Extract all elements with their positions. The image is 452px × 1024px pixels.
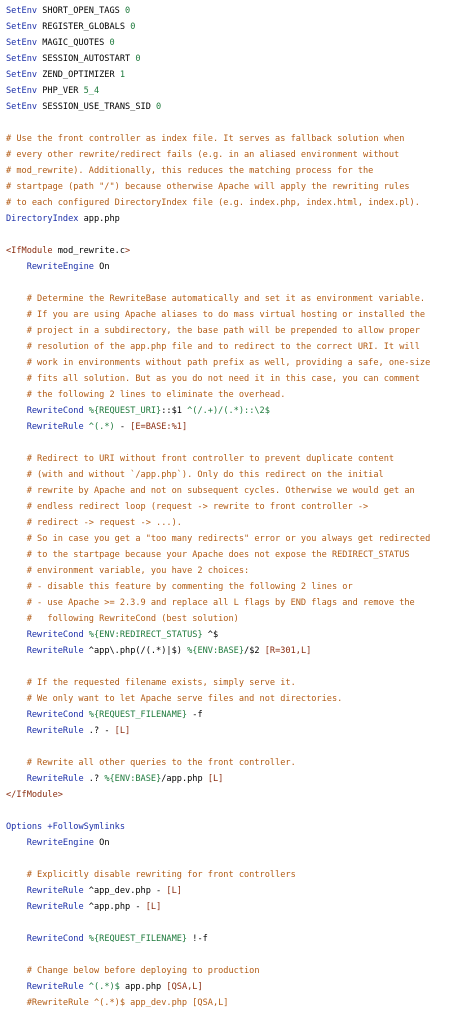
- code-line: [6, 451, 452, 467]
- code-token-kw: RewriteRule: [26, 646, 89, 656]
- code-line: [6, 371, 452, 387]
- code-token-plain: [6, 934, 27, 944]
- code-line: [6, 675, 452, 691]
- code-token-plain: [6, 982, 27, 992]
- code-line: [6, 643, 452, 659]
- code-token-plain: [6, 262, 27, 272]
- code-line: [6, 35, 452, 51]
- code-token-comment: # So in case you get a "too many redirects" error or you always get redirected: [6, 534, 431, 544]
- code-line: [6, 67, 452, 83]
- code-token-plain: ::$1: [161, 406, 188, 416]
- blank-line: [6, 739, 452, 755]
- code-line: [6, 995, 452, 1011]
- code-line: [6, 819, 452, 835]
- code-line: [6, 51, 452, 67]
- code-line: [6, 323, 452, 339]
- code-line: [6, 387, 452, 403]
- code-token-var: %{REQUEST_URI}: [88, 406, 162, 416]
- code-token-comment: # Explicitly disable rewriting for front controllers: [6, 870, 296, 880]
- code-token-comment: # fits all solution. But as you do not need it in this case, you can comment: [6, 374, 420, 384]
- code-token-comment: # redirect -> request -> ...).: [6, 518, 182, 528]
- code-token-kw: RewriteRule: [26, 886, 89, 896]
- code-token-regex: ^(.*): [88, 422, 120, 432]
- code-token-num: 0: [109, 38, 115, 48]
- code-token-plain: [6, 774, 27, 784]
- code-token-comment: # Use the front controller as index file. It serves as fallback solution when: [6, 134, 405, 144]
- code-token-comment: # the following 2 lines to eliminate the overhead.: [6, 390, 286, 400]
- code-token-kw: SetEnv: [6, 102, 43, 112]
- code-token-plain: -: [119, 422, 131, 432]
- code-token-plain: app.php: [83, 214, 120, 224]
- code-token-num: 5_4: [83, 86, 100, 96]
- code-token-comment: # environment variable, you have 2 choices:: [6, 566, 250, 576]
- code-line: [6, 899, 452, 915]
- code-token-comment: # Rewrite all other queries to the front controller.: [6, 758, 296, 768]
- code-token-comment: # - disable this feature by commenting the following 2 lines or: [6, 582, 353, 592]
- code-token-regex: ^(/.+)/(.*)::\2$: [187, 406, 270, 416]
- code-token-plain: ^app_dev.php -: [88, 886, 167, 896]
- code-token-kw: DirectoryIndex: [6, 214, 84, 224]
- code-token-plain: On: [99, 262, 110, 272]
- code-line: [6, 595, 452, 611]
- code-token-plain: .? -: [88, 726, 115, 736]
- code-token-flag: [L]: [207, 774, 224, 784]
- code-line: [6, 483, 452, 499]
- code-token-num: 0: [125, 6, 131, 16]
- code-token-comment: # Determine the RewriteBase automatically and set it as environment variable.: [6, 294, 426, 304]
- code-line: [6, 531, 452, 547]
- code-line: [6, 931, 452, 947]
- code-token-comment: # following RewriteCond (best solution): [6, 614, 239, 624]
- code-line: [6, 723, 452, 739]
- code-token-kw: SetEnv: [6, 54, 43, 64]
- code-token-flag: [L]: [166, 886, 182, 896]
- code-token-plain: [6, 630, 27, 640]
- code-token-tag: >: [125, 246, 131, 256]
- code-token-comment: # project in a subdirectory, the base path will be prepended to allow proper: [6, 326, 420, 336]
- code-line: [6, 307, 452, 323]
- code-token-flag: [E=BASE:%1]: [130, 422, 188, 432]
- code-token-var: %{ENV:BASE}: [104, 774, 162, 784]
- code-token-comment: # Change below before deploying to production: [6, 966, 260, 976]
- code-token-comment: # (with and without `/app.php`). Only do this redirect on the initial: [6, 470, 384, 480]
- code-line: [6, 771, 452, 787]
- code-line: [6, 499, 452, 515]
- code-token-comment: # work in environments without path prefix as well, providing a safe, one-size: [6, 358, 431, 368]
- code-line: [6, 883, 452, 899]
- code-line: [6, 563, 452, 579]
- code-line: [6, 867, 452, 883]
- code-line: [6, 355, 452, 371]
- code-line: [6, 787, 452, 803]
- code-token-plain: On: [99, 838, 110, 848]
- code-line: [6, 467, 452, 483]
- code-line: [6, 707, 452, 723]
- code-token-flag: [L]: [145, 902, 162, 912]
- code-token-plain: SESSION_USE_TRANS_SID: [42, 102, 157, 112]
- code-token-var: %{REQUEST_FILENAME}: [88, 934, 188, 944]
- code-token-comment: # We only want to let Apache serve files and not directories.: [6, 694, 343, 704]
- code-token-plain: REGISTER_GLOBALS: [42, 22, 131, 32]
- code-token-plain: SESSION_AUTOSTART: [42, 54, 136, 64]
- code-line: [6, 291, 452, 307]
- code-token-comment: # startpage (path "/") because otherwise Apache will apply the rewriting rules: [6, 182, 410, 192]
- code-line: [6, 211, 452, 227]
- code-line: [6, 243, 452, 259]
- code-token-comment: # Redirect to URI without front controller to prevent duplicate content: [6, 454, 395, 464]
- code-token-kw: RewriteRule: [26, 774, 89, 784]
- code-token-kw: SetEnv: [6, 86, 43, 96]
- code-token-comment: # resolution of the app.php file and to redirect to the correct URI. It will: [6, 342, 420, 352]
- code-line: [6, 195, 452, 211]
- code-token-comment: # every other rewrite/redirect fails (e.g. in an aliased environment without: [6, 150, 400, 160]
- code-token-kw: RewriteRule: [26, 902, 89, 912]
- code-token-kw: RewriteCond: [26, 934, 89, 944]
- code-token-plain: mod_rewrite.c: [57, 246, 126, 256]
- blank-line: [6, 227, 452, 243]
- code-token-plain: [6, 838, 27, 848]
- code-line: [6, 419, 452, 435]
- code-token-num: 0: [135, 54, 141, 64]
- code-token-plain: PHP_VER: [42, 86, 84, 96]
- code-token-kw: RewriteRule: [26, 982, 89, 992]
- code-line: [6, 131, 452, 147]
- code-token-tag: <IfModule: [6, 246, 58, 256]
- code-line: [6, 147, 452, 163]
- code-token-kw: RewriteRule: [26, 726, 89, 736]
- code-line: [6, 83, 452, 99]
- code-token-comment: # to the startpage because your Apache does not expose the REDIRECT_STATUS: [6, 550, 410, 560]
- code-token-flag: [R=301,L]: [264, 646, 312, 656]
- code-token-plain: /app.php: [161, 774, 208, 784]
- code-token-plain: [6, 646, 27, 656]
- code-token-kw: RewriteEngine: [26, 262, 100, 272]
- code-token-plain: ^app\.php(/(.*)|$): [88, 646, 188, 656]
- code-token-plain: [6, 406, 27, 416]
- code-line: [6, 755, 452, 771]
- code-token-kw: RewriteCond: [26, 630, 89, 640]
- code-token-var: %{ENV:REDIRECT_STATUS}: [88, 630, 203, 640]
- code-token-plain: [6, 726, 27, 736]
- code-line: [6, 3, 452, 19]
- code-token-plain: MAGIC_QUOTES: [42, 38, 110, 48]
- code-line: [6, 979, 452, 995]
- code-token-kw: Options: [6, 822, 48, 832]
- code-token-plain: -f: [187, 710, 203, 720]
- code-token-num: 0: [130, 22, 136, 32]
- code-token-plain: [6, 902, 27, 912]
- code-token-comment: #RewriteRule ^(.*)$ app_dev.php [QSA,L]: [6, 998, 229, 1008]
- code-line: [6, 963, 452, 979]
- blank-line: [6, 947, 452, 963]
- code-line: [6, 339, 452, 355]
- code-token-kw: SetEnv: [6, 6, 43, 16]
- code-token-comment: # If you are using Apache aliases to do mass virtual hosting or installed the: [6, 310, 426, 320]
- code-line: [6, 99, 452, 115]
- code-token-comment: # - use Apache >= 2.3.9 and replace all L flags by END flags and remove the: [6, 598, 415, 608]
- code-line: [6, 163, 452, 179]
- code-token-var: %{ENV:BASE}: [187, 646, 245, 656]
- blank-line: [6, 851, 452, 867]
- code-line: [6, 691, 452, 707]
- code-token-plain: ^app.php -: [88, 902, 146, 912]
- code-token-tag: </IfModule>: [6, 790, 63, 800]
- code-token-plain: app.php: [125, 982, 167, 992]
- code-token-comment: # to each configured DirectoryIndex file (e.g. index.php, index.html, index.pl).: [6, 198, 420, 208]
- code-token-kw: RewriteRule: [26, 422, 89, 432]
- code-token-plain: [6, 710, 27, 720]
- code-token-kw: SetEnv: [6, 70, 43, 80]
- code-line: [6, 611, 452, 627]
- code-token-flag: [QSA,L]: [166, 982, 203, 992]
- code-token-var: %{REQUEST_FILENAME}: [88, 710, 188, 720]
- code-line: [6, 627, 452, 643]
- code-token-comment: # If the requested filename exists, simply serve it.: [6, 678, 296, 688]
- code-token-num: 1: [119, 70, 126, 80]
- code-token-kw: SetEnv: [6, 38, 43, 48]
- code-token-comment: # mod_rewrite). Additionally, this reduces the matching process for the: [6, 166, 374, 176]
- code-line: [6, 515, 452, 531]
- code-token-plain: ^$: [202, 630, 219, 640]
- code-line: [6, 579, 452, 595]
- code-token-num: 0: [156, 102, 162, 112]
- code-token-flag: [L]: [114, 726, 131, 736]
- code-token-regex: ^(.*)$: [88, 982, 126, 992]
- blank-line: [6, 115, 452, 131]
- code-token-plain: [6, 422, 27, 432]
- code-token-kw: RewriteEngine: [26, 838, 100, 848]
- blank-line: [6, 915, 452, 931]
- blank-line: [6, 275, 452, 291]
- code-line: [6, 835, 452, 851]
- code-token-plain: /$2: [244, 646, 265, 656]
- code-token-comment: # rewrite by Apache and not on subsequent cycles. Otherwise we would get an: [6, 486, 415, 496]
- code-token-plain: !-f: [187, 934, 208, 944]
- code-token-kw: +FollowSymlinks: [47, 822, 126, 832]
- code-token-kw: RewriteCond: [26, 710, 89, 720]
- code-token-plain: [6, 886, 27, 896]
- code-line: [6, 547, 452, 563]
- code-line: [6, 259, 452, 275]
- code-token-kw: SetEnv: [6, 22, 43, 32]
- blank-line: [6, 435, 452, 451]
- code-line: [6, 403, 452, 419]
- code-token-plain: ZEND_OPTIMIZER: [42, 70, 120, 80]
- code-token-comment: # endless redirect loop (request -> rewrite to front controller ->: [6, 502, 369, 512]
- blank-line: [6, 659, 452, 675]
- code-line: [6, 179, 452, 195]
- code-line: [6, 19, 452, 35]
- blank-line: [6, 803, 452, 819]
- code-token-plain: SHORT_OPEN_TAGS: [42, 6, 126, 16]
- code-token-kw: RewriteCond: [26, 406, 89, 416]
- code-token-plain: .?: [88, 774, 105, 784]
